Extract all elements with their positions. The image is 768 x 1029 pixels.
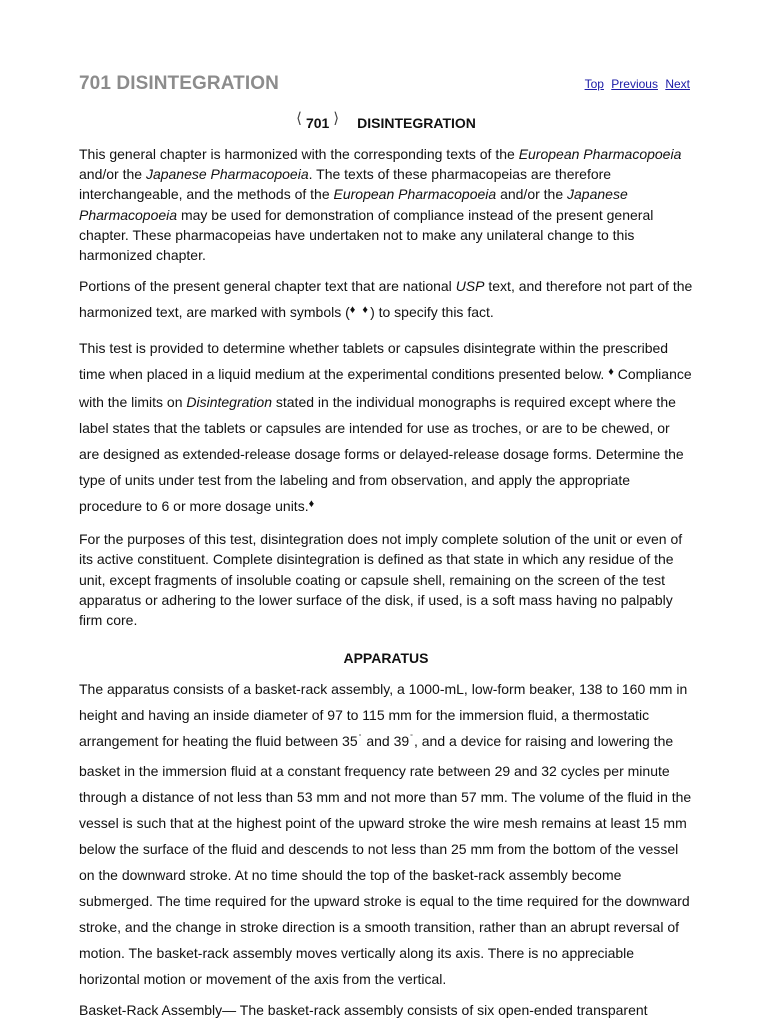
chapter-number: 701 (305, 115, 330, 131)
chapter-heading (0, 110, 768, 132)
page-navigation (581, 77, 690, 91)
test-purpose-paragraph: This test is provided to determine whether tablets or capsules disintegrate within the prescribed time when placed in a liquid medium at the experimental conditions presented below. ♦ Compliance with the limits on Disintegration stated in the individual monographs is required except where the label states that the tablets or capsules are intended for use as troches, or are to be chewed, or are designed as extended-release dosage forms or delayed-release dosage forms. Determine the type of units under test from the labeling and from observation, and apply the appropriate procedure to 6 or more dosage units.♦ (79, 340, 692, 515)
diamond-symbol-icon: ♦ (608, 366, 614, 379)
close-brace-symbol: ⟩ (333, 110, 340, 127)
disintegration-definition-paragraph: For the purposes of this test, disintegration does not imply complete solution of the unit or even of its active constituent. Complete disintegration is defined as that state in which any residue of the unit, except fragments of insoluble coating or capsule shell, remaining on the screen of the test apparatus or adhering to the lower surface of the disk, if used, is a soft mass having no palpably firm core. (79, 531, 683, 629)
degree-symbol: ° (358, 734, 362, 742)
harmonization-paragraph: This general chapter is harmonized with the corresponding texts of the European Pharmacopoeia and/or the Japanese Pharmacopoeia. The texts of these pharmacopeias are therefore interchangeable, and the methods of the European Pharmacopoeia and/or the Japanese Pharmacopoeia may be used for demonstration of compliance instead of the present general chapter. These pharmacopeias have undertaken not to make any unilateral change to this harmonized chapter. (79, 146, 682, 264)
open-brace-symbol: ⟨ (296, 110, 302, 127)
next-link[interactable]: Next (665, 77, 690, 91)
apparatus-heading: APPARATUS (343, 650, 429, 667)
degree-symbol: ° (410, 734, 413, 742)
apparatus-paragraph: The apparatus consists of a basket-rack assembly, a 1000-mL, low-form beaker, 138 to 160 mm in height and having an inside diameter of 97 to 115 mm for the immersion fluid, a thermostatic arrangement for heating the fluid between 35° and 39°, and a device for raising and lowering the basket in the immersion fluid at a constant frequency rate between 29 and 32 cycles per minute through a distance of not less than 53 mm and not more than 57 mm. The volume of the fluid in the vessel is such that at the highest point of the upward stroke the wire mesh remains at least 15 mm below the surface of the fluid and descends to not less than 25 mm from the bottom of the vessel on the downward stroke. At no time should the top of the basket-rack assembly become submerged. The time required for the upward stroke is equal to the time required for the downward stroke, and the change in stroke direction is a smooth transition, rather than an abrupt reversal of motion. The basket-rack assembly moves vertically along its axis. There is no appreciable horizontal motion or movement of the axis from the vertical. (79, 681, 692, 988)
diamond-symbol-icon: ♦ (308, 498, 315, 511)
previous-link[interactable]: Previous (611, 77, 658, 91)
chapter-name: DISINTEGRATION (357, 115, 476, 131)
diamond-symbol-icon: ♦ ♦ (349, 304, 371, 317)
chapter-body (79, 144, 693, 1029)
page-title: 701 DISINTEGRATION (79, 73, 279, 94)
usp-symbols-paragraph: Portions of the present general chapter text that are national USP text, and therefore not part of the harmonized text, are marked with symbols (♦ ♦) to specify this fact. (79, 278, 693, 321)
basket-rack-paragraph: Basket-Rack Assembly— The basket-rack assembly consists of six open-ended transparent (79, 1002, 648, 1019)
top-link[interactable]: Top (584, 77, 604, 91)
